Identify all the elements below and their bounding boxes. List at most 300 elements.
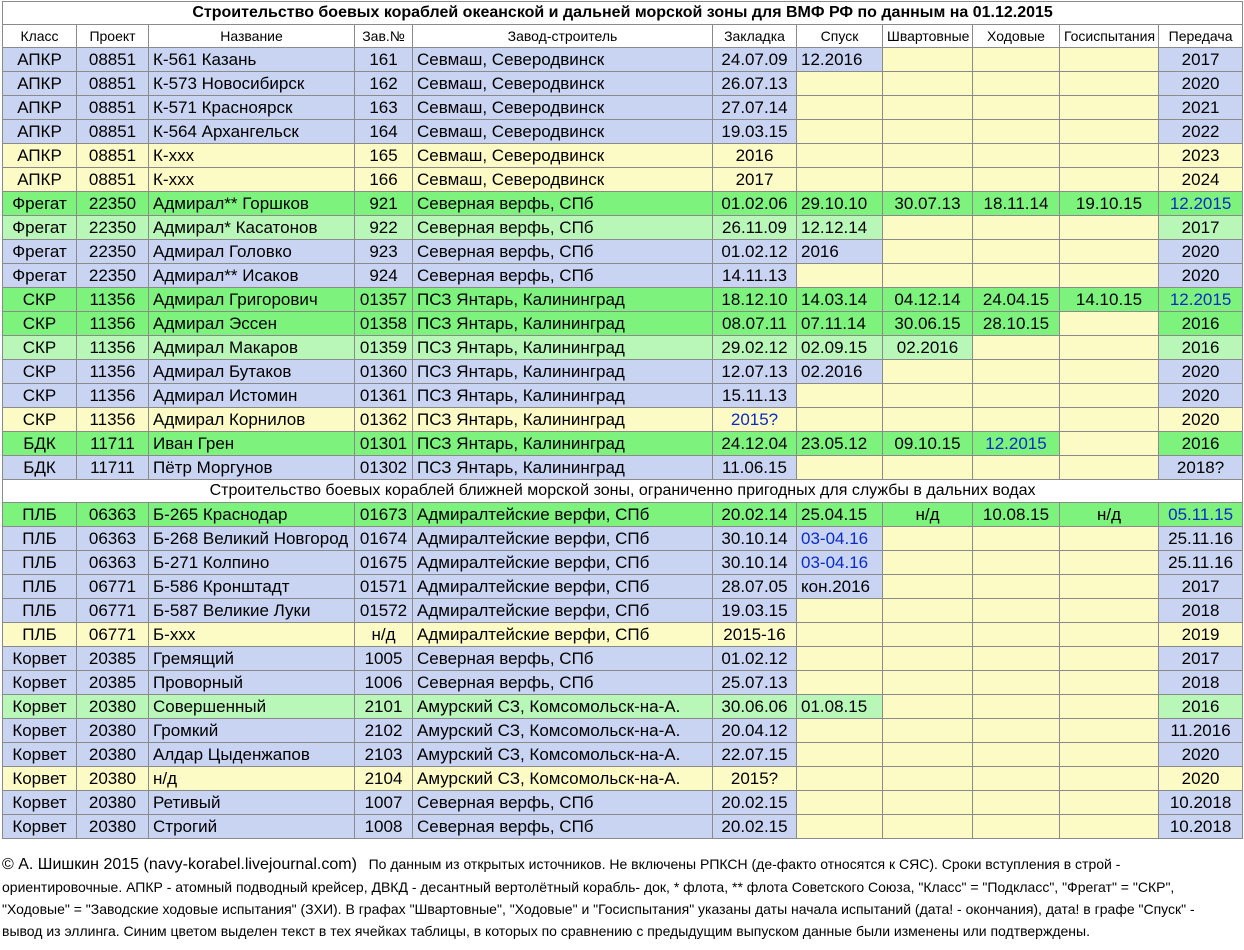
cell-class: АПКР	[3, 168, 77, 192]
cell-launch: 03-04.16	[797, 551, 883, 575]
cell-class: СКР	[3, 336, 77, 360]
cell-delivery: 2020	[1159, 408, 1243, 432]
cell-name: Б-586 Кронштадт	[149, 575, 355, 599]
cell-project: 08851	[77, 120, 149, 144]
ships-table	[2, 1, 1243, 839]
cell-laid-down: 08.07.11	[713, 312, 797, 336]
cell-mooring-trials	[883, 767, 973, 791]
table-row	[3, 671, 1243, 695]
cell-shipyard: ПСЗ Янтарь, Калининград	[413, 288, 713, 312]
table-row	[3, 384, 1243, 408]
cell-project: 08851	[77, 48, 149, 72]
cell-name: Совершенный	[149, 695, 355, 719]
section-title: Строительство боевых кораблей ближней морской зоны, ограниченно пригодных для службы в дальних водах	[3, 480, 1243, 503]
cell-name: Адмирал Бутаков	[149, 360, 355, 384]
cell-state-trials	[1060, 599, 1159, 623]
cell-laid-down: 25.07.13	[713, 671, 797, 695]
cell-mooring-trials	[883, 168, 973, 192]
cell-yard-number: 2102	[355, 719, 413, 743]
cell-launch	[797, 408, 883, 432]
cell-name: н/д	[149, 767, 355, 791]
cell-class: АПКР	[3, 72, 77, 96]
cell-delivery: 2016	[1159, 432, 1243, 456]
cell-shipyard: Адмиралтейские верфи, СПб	[413, 551, 713, 575]
table-row	[3, 192, 1243, 216]
table-row	[3, 408, 1243, 432]
cell-yard-number: 2104	[355, 767, 413, 791]
cell-shipyard: Амурский СЗ, Комсомольск-на-А.	[413, 695, 713, 719]
table-row	[3, 144, 1243, 168]
cell-sea-trials: 28.10.15	[973, 312, 1060, 336]
cell-name: Проворный	[149, 671, 355, 695]
header-class: Класс	[3, 25, 77, 48]
cell-laid-down: 24.07.09	[713, 48, 797, 72]
cell-yard-number: 01673	[355, 503, 413, 527]
cell-launch	[797, 791, 883, 815]
cell-project: 22350	[77, 240, 149, 264]
cell-state-trials	[1060, 743, 1159, 767]
table-row	[3, 96, 1243, 120]
cell-laid-down: 2015?	[713, 408, 797, 432]
cell-class: АПКР	[3, 96, 77, 120]
cell-delivery: 2018?	[1159, 456, 1243, 480]
cell-delivery: 2020	[1159, 360, 1243, 384]
cell-yard-number: 1005	[355, 647, 413, 671]
cell-mooring-trials	[883, 599, 973, 623]
cell-shipyard: Севмаш, Северодвинск	[413, 168, 713, 192]
cell-name: К-564 Архангельск	[149, 120, 355, 144]
cell-delivery: 2017	[1159, 216, 1243, 240]
cell-mooring-trials	[883, 695, 973, 719]
cell-sea-trials	[973, 527, 1060, 551]
cell-project: 11356	[77, 384, 149, 408]
cell-sea-trials	[973, 815, 1060, 839]
cell-class: Фрегат	[3, 264, 77, 288]
cell-name: Адмирал** Горшков	[149, 192, 355, 216]
cell-class: АПКР	[3, 144, 77, 168]
cell-sea-trials	[973, 599, 1060, 623]
cell-laid-down: 2015-16	[713, 623, 797, 647]
table-row	[3, 575, 1243, 599]
cell-launch	[797, 743, 883, 767]
title-row	[3, 2, 1243, 25]
header-name: Название	[149, 25, 355, 48]
table-row	[3, 360, 1243, 384]
cell-launch: 07.11.14	[797, 312, 883, 336]
cell-laid-down: 11.06.15	[713, 456, 797, 480]
cell-launch: 02.2016	[797, 360, 883, 384]
section-title-row	[3, 480, 1243, 503]
table-row	[3, 743, 1243, 767]
cell-laid-down: 26.11.09	[713, 216, 797, 240]
cell-class: Корвет	[3, 671, 77, 695]
cell-sea-trials: 24.04.15	[973, 288, 1060, 312]
cell-laid-down: 30.10.14	[713, 527, 797, 551]
cell-state-trials	[1060, 48, 1159, 72]
cell-project: 11711	[77, 432, 149, 456]
cell-sea-trials	[973, 408, 1060, 432]
cell-laid-down: 2017	[713, 168, 797, 192]
cell-sea-trials	[973, 336, 1060, 360]
cell-delivery: 2021	[1159, 96, 1243, 120]
cell-launch	[797, 96, 883, 120]
copyright: © А. Шишкин 2015 (navy-korabel.livejournal.com)	[2, 856, 357, 873]
cell-state-trials	[1060, 671, 1159, 695]
cell-yard-number: 01302	[355, 456, 413, 480]
cell-sea-trials	[973, 623, 1060, 647]
cell-laid-down: 2015?	[713, 767, 797, 791]
cell-laid-down: 27.07.14	[713, 96, 797, 120]
cell-name: К-573 Новосибирск	[149, 72, 355, 96]
cell-shipyard: Адмиралтейские верфи, СПб	[413, 575, 713, 599]
cell-name: К-571 Красноярск	[149, 96, 355, 120]
cell-name: Адмирал Истомин	[149, 384, 355, 408]
cell-laid-down: 19.03.15	[713, 120, 797, 144]
cell-name: Адмирал* Касатонов	[149, 216, 355, 240]
table-row	[3, 767, 1243, 791]
table-row	[3, 120, 1243, 144]
cell-state-trials	[1060, 527, 1159, 551]
cell-project: 11356	[77, 336, 149, 360]
cell-name: Б-265 Краснодар	[149, 503, 355, 527]
cell-sea-trials: 18.11.14	[973, 192, 1060, 216]
cell-state-trials	[1060, 647, 1159, 671]
cell-mooring-trials: 30.07.13	[883, 192, 973, 216]
cell-name: Б-268 Великий Новгород	[149, 527, 355, 551]
cell-delivery: 2022	[1159, 120, 1243, 144]
cell-laid-down: 20.02.15	[713, 815, 797, 839]
cell-class: БДК	[3, 456, 77, 480]
cell-delivery: 12.2015	[1159, 192, 1243, 216]
cell-mooring-trials	[883, 647, 973, 671]
cell-shipyard: Адмиралтейские верфи, СПб	[413, 623, 713, 647]
cell-state-trials	[1060, 312, 1159, 336]
cell-class: ПЛБ	[3, 623, 77, 647]
cell-name: К-ххх	[149, 144, 355, 168]
cell-sea-trials	[973, 719, 1060, 743]
cell-sea-trials	[973, 647, 1060, 671]
cell-name: Алдар Цыденжапов	[149, 743, 355, 767]
cell-laid-down: 28.07.05	[713, 575, 797, 599]
cell-launch: 12.2016	[797, 48, 883, 72]
cell-laid-down: 20.02.14	[713, 503, 797, 527]
cell-shipyard: Северная верфь, СПб	[413, 791, 713, 815]
cell-sea-trials: 10.08.15	[973, 503, 1060, 527]
cell-class: Корвет	[3, 743, 77, 767]
cell-project: 06363	[77, 551, 149, 575]
cell-laid-down: 15.11.13	[713, 384, 797, 408]
table-row	[3, 503, 1243, 527]
header-launch: Спуск	[797, 25, 883, 48]
cell-mooring-trials: 09.10.15	[883, 432, 973, 456]
cell-delivery: 25.11.16	[1159, 527, 1243, 551]
table-row	[3, 791, 1243, 815]
cell-sea-trials	[973, 384, 1060, 408]
cell-sea-trials	[973, 96, 1060, 120]
cell-class: СКР	[3, 384, 77, 408]
cell-project: 20380	[77, 767, 149, 791]
cell-mooring-trials	[883, 216, 973, 240]
cell-yard-number: 01572	[355, 599, 413, 623]
cell-mooring-trials	[883, 623, 973, 647]
cell-name: Громкий	[149, 719, 355, 743]
cell-project: 11356	[77, 360, 149, 384]
cell-mooring-trials	[883, 791, 973, 815]
table-row	[3, 288, 1243, 312]
cell-delivery: 2017	[1159, 647, 1243, 671]
cell-delivery: 25.11.16	[1159, 551, 1243, 575]
cell-mooring-trials	[883, 815, 973, 839]
table-row	[3, 719, 1243, 743]
cell-name: Строгий	[149, 815, 355, 839]
cell-state-trials	[1060, 168, 1159, 192]
cell-project: 20385	[77, 671, 149, 695]
cell-mooring-trials: 30.06.15	[883, 312, 973, 336]
header-row	[3, 25, 1243, 48]
cell-name: К-561 Казань	[149, 48, 355, 72]
cell-yard-number: 1008	[355, 815, 413, 839]
cell-mooring-trials	[883, 719, 973, 743]
cell-delivery: 2017	[1159, 575, 1243, 599]
cell-shipyard: ПСЗ Янтарь, Калининград	[413, 360, 713, 384]
cell-yard-number: 01359	[355, 336, 413, 360]
cell-launch	[797, 671, 883, 695]
cell-yard-number: 924	[355, 264, 413, 288]
cell-launch	[797, 767, 883, 791]
table-row	[3, 432, 1243, 456]
cell-shipyard: Амурский СЗ, Комсомольск-на-А.	[413, 743, 713, 767]
cell-yard-number: 2103	[355, 743, 413, 767]
header-project: Проект	[77, 25, 149, 48]
cell-yard-number: 2101	[355, 695, 413, 719]
cell-sea-trials	[973, 216, 1060, 240]
cell-yard-number: 921	[355, 192, 413, 216]
cell-mooring-trials	[883, 96, 973, 120]
cell-state-trials	[1060, 72, 1159, 96]
cell-laid-down: 12.07.13	[713, 360, 797, 384]
cell-yard-number: 01301	[355, 432, 413, 456]
cell-mooring-trials	[883, 48, 973, 72]
cell-shipyard: Севмаш, Северодвинск	[413, 72, 713, 96]
cell-project: 20380	[77, 695, 149, 719]
cell-class: АПКР	[3, 48, 77, 72]
cell-project: 20385	[77, 647, 149, 671]
cell-class: ПЛБ	[3, 599, 77, 623]
cell-name: Адмирал** Исаков	[149, 264, 355, 288]
cell-launch: 23.05.12	[797, 432, 883, 456]
cell-launch: 29.10.10	[797, 192, 883, 216]
cell-class: ПЛБ	[3, 551, 77, 575]
cell-sea-trials	[973, 551, 1060, 575]
header-sea-trials: Ходовые	[973, 25, 1060, 48]
cell-state-trials	[1060, 551, 1159, 575]
cell-class: СКР	[3, 360, 77, 384]
cell-laid-down: 18.12.10	[713, 288, 797, 312]
cell-delivery: 2023	[1159, 144, 1243, 168]
cell-laid-down: 20.02.15	[713, 791, 797, 815]
cell-launch: 03-04.16	[797, 527, 883, 551]
cell-delivery: 12.2015	[1159, 288, 1243, 312]
cell-shipyard: ПСЗ Янтарь, Калининград	[413, 384, 713, 408]
cell-name: Б-587 Великие Луки	[149, 599, 355, 623]
cell-shipyard: Северная верфь, СПб	[413, 264, 713, 288]
cell-mooring-trials	[883, 408, 973, 432]
cell-yard-number: 161	[355, 48, 413, 72]
cell-shipyard: Амурский СЗ, Комсомольск-на-А.	[413, 767, 713, 791]
cell-mooring-trials	[883, 456, 973, 480]
cell-launch: кон.2016	[797, 575, 883, 599]
cell-name: Пётр Моргунов	[149, 456, 355, 480]
cell-shipyard: Адмиралтейские верфи, СПб	[413, 503, 713, 527]
cell-state-trials	[1060, 240, 1159, 264]
cell-yard-number: 01674	[355, 527, 413, 551]
cell-state-trials: н/д	[1060, 503, 1159, 527]
cell-name: К-ххх	[149, 168, 355, 192]
table-row	[3, 815, 1243, 839]
cell-launch	[797, 456, 883, 480]
cell-laid-down: 01.02.06	[713, 192, 797, 216]
cell-shipyard: Адмиралтейские верфи, СПб	[413, 527, 713, 551]
cell-project: 20380	[77, 743, 149, 767]
cell-name: Б-ххх	[149, 623, 355, 647]
cell-state-trials	[1060, 384, 1159, 408]
cell-state-trials	[1060, 695, 1159, 719]
cell-laid-down: 29.02.12	[713, 336, 797, 360]
cell-state-trials	[1060, 120, 1159, 144]
table-row	[3, 551, 1243, 575]
cell-yard-number: 923	[355, 240, 413, 264]
cell-mooring-trials	[883, 360, 973, 384]
cell-state-trials	[1060, 815, 1159, 839]
table-row	[3, 336, 1243, 360]
cell-name: Адмирал Макаров	[149, 336, 355, 360]
cell-launch	[797, 120, 883, 144]
cell-project: 11711	[77, 456, 149, 480]
cell-project: 22350	[77, 216, 149, 240]
cell-state-trials	[1060, 456, 1159, 480]
cell-yard-number: 163	[355, 96, 413, 120]
cell-launch: 02.09.15	[797, 336, 883, 360]
cell-project: 08851	[77, 96, 149, 120]
cell-laid-down: 01.02.12	[713, 647, 797, 671]
cell-class: Корвет	[3, 791, 77, 815]
cell-name: Адмирал Эссен	[149, 312, 355, 336]
cell-project: 20380	[77, 719, 149, 743]
cell-mooring-trials	[883, 72, 973, 96]
header-mooring-trials: Швартовные	[883, 25, 973, 48]
cell-yard-number: 01358	[355, 312, 413, 336]
cell-class: Фрегат	[3, 240, 77, 264]
cell-state-trials	[1060, 264, 1159, 288]
cell-yard-number: 01571	[355, 575, 413, 599]
cell-project: 22350	[77, 264, 149, 288]
cell-shipyard: Северная верфь, СПб	[413, 647, 713, 671]
cell-class: БДК	[3, 432, 77, 456]
cell-name: Адмирал Головко	[149, 240, 355, 264]
cell-class: Корвет	[3, 815, 77, 839]
cell-mooring-trials: н/д	[883, 503, 973, 527]
cell-delivery: 2020	[1159, 72, 1243, 96]
cell-laid-down: 26.07.13	[713, 72, 797, 96]
table-row	[3, 216, 1243, 240]
cell-shipyard: Адмиралтейские верфи, СПб	[413, 599, 713, 623]
cell-launch	[797, 384, 883, 408]
cell-launch: 2016	[797, 240, 883, 264]
cell-sea-trials	[973, 264, 1060, 288]
cell-delivery: 10.2018	[1159, 815, 1243, 839]
cell-name: Иван Грен	[149, 432, 355, 456]
cell-state-trials	[1060, 432, 1159, 456]
cell-delivery: 2018	[1159, 671, 1243, 695]
cell-launch	[797, 623, 883, 647]
table-row	[3, 312, 1243, 336]
cell-delivery: 05.11.15	[1159, 503, 1243, 527]
cell-class: ПЛБ	[3, 503, 77, 527]
cell-mooring-trials	[883, 264, 973, 288]
cell-project: 06771	[77, 599, 149, 623]
cell-mooring-trials	[883, 743, 973, 767]
cell-shipyard: Амурский СЗ, Комсомольск-на-А.	[413, 719, 713, 743]
cell-launch	[797, 719, 883, 743]
cell-state-trials	[1060, 767, 1159, 791]
cell-project: 06771	[77, 575, 149, 599]
cell-sea-trials	[973, 168, 1060, 192]
cell-yard-number: 165	[355, 144, 413, 168]
table-row	[3, 647, 1243, 671]
cell-class: Фрегат	[3, 192, 77, 216]
cell-shipyard: ПСЗ Янтарь, Калининград	[413, 312, 713, 336]
table-row	[3, 623, 1243, 647]
cell-laid-down: 14.11.13	[713, 264, 797, 288]
cell-mooring-trials: 04.12.14	[883, 288, 973, 312]
cell-state-trials	[1060, 408, 1159, 432]
cell-shipyard: Северная верфь, СПб	[413, 192, 713, 216]
cell-sea-trials	[973, 144, 1060, 168]
cell-launch: 25.04.15	[797, 503, 883, 527]
cell-sea-trials	[973, 791, 1060, 815]
cell-yard-number: 162	[355, 72, 413, 96]
cell-launch	[797, 168, 883, 192]
cell-delivery: 2017	[1159, 48, 1243, 72]
cell-project: 08851	[77, 72, 149, 96]
cell-sea-trials	[973, 456, 1060, 480]
cell-delivery: 2020	[1159, 743, 1243, 767]
table-row	[3, 456, 1243, 480]
cell-state-trials	[1060, 144, 1159, 168]
cell-state-trials	[1060, 336, 1159, 360]
cell-laid-down: 20.04.12	[713, 719, 797, 743]
cell-yard-number: 01357	[355, 288, 413, 312]
cell-project: 20380	[77, 791, 149, 815]
cell-class: Корвет	[3, 767, 77, 791]
cell-shipyard: Севмаш, Северодвинск	[413, 96, 713, 120]
cell-mooring-trials	[883, 144, 973, 168]
cell-shipyard: ПСЗ Янтарь, Калининград	[413, 408, 713, 432]
cell-launch	[797, 144, 883, 168]
header-state-trials: Госиспытания	[1060, 25, 1159, 48]
cell-class: СКР	[3, 408, 77, 432]
cell-sea-trials	[973, 120, 1060, 144]
cell-delivery: 2016	[1159, 336, 1243, 360]
cell-class: Фрегат	[3, 216, 77, 240]
cell-sea-trials	[973, 48, 1060, 72]
cell-shipyard: Севмаш, Северодвинск	[413, 144, 713, 168]
cell-mooring-trials	[883, 575, 973, 599]
cell-name: Б-271 Колпино	[149, 551, 355, 575]
table-row	[3, 599, 1243, 623]
cell-state-trials: 19.10.15	[1060, 192, 1159, 216]
cell-mooring-trials	[883, 551, 973, 575]
